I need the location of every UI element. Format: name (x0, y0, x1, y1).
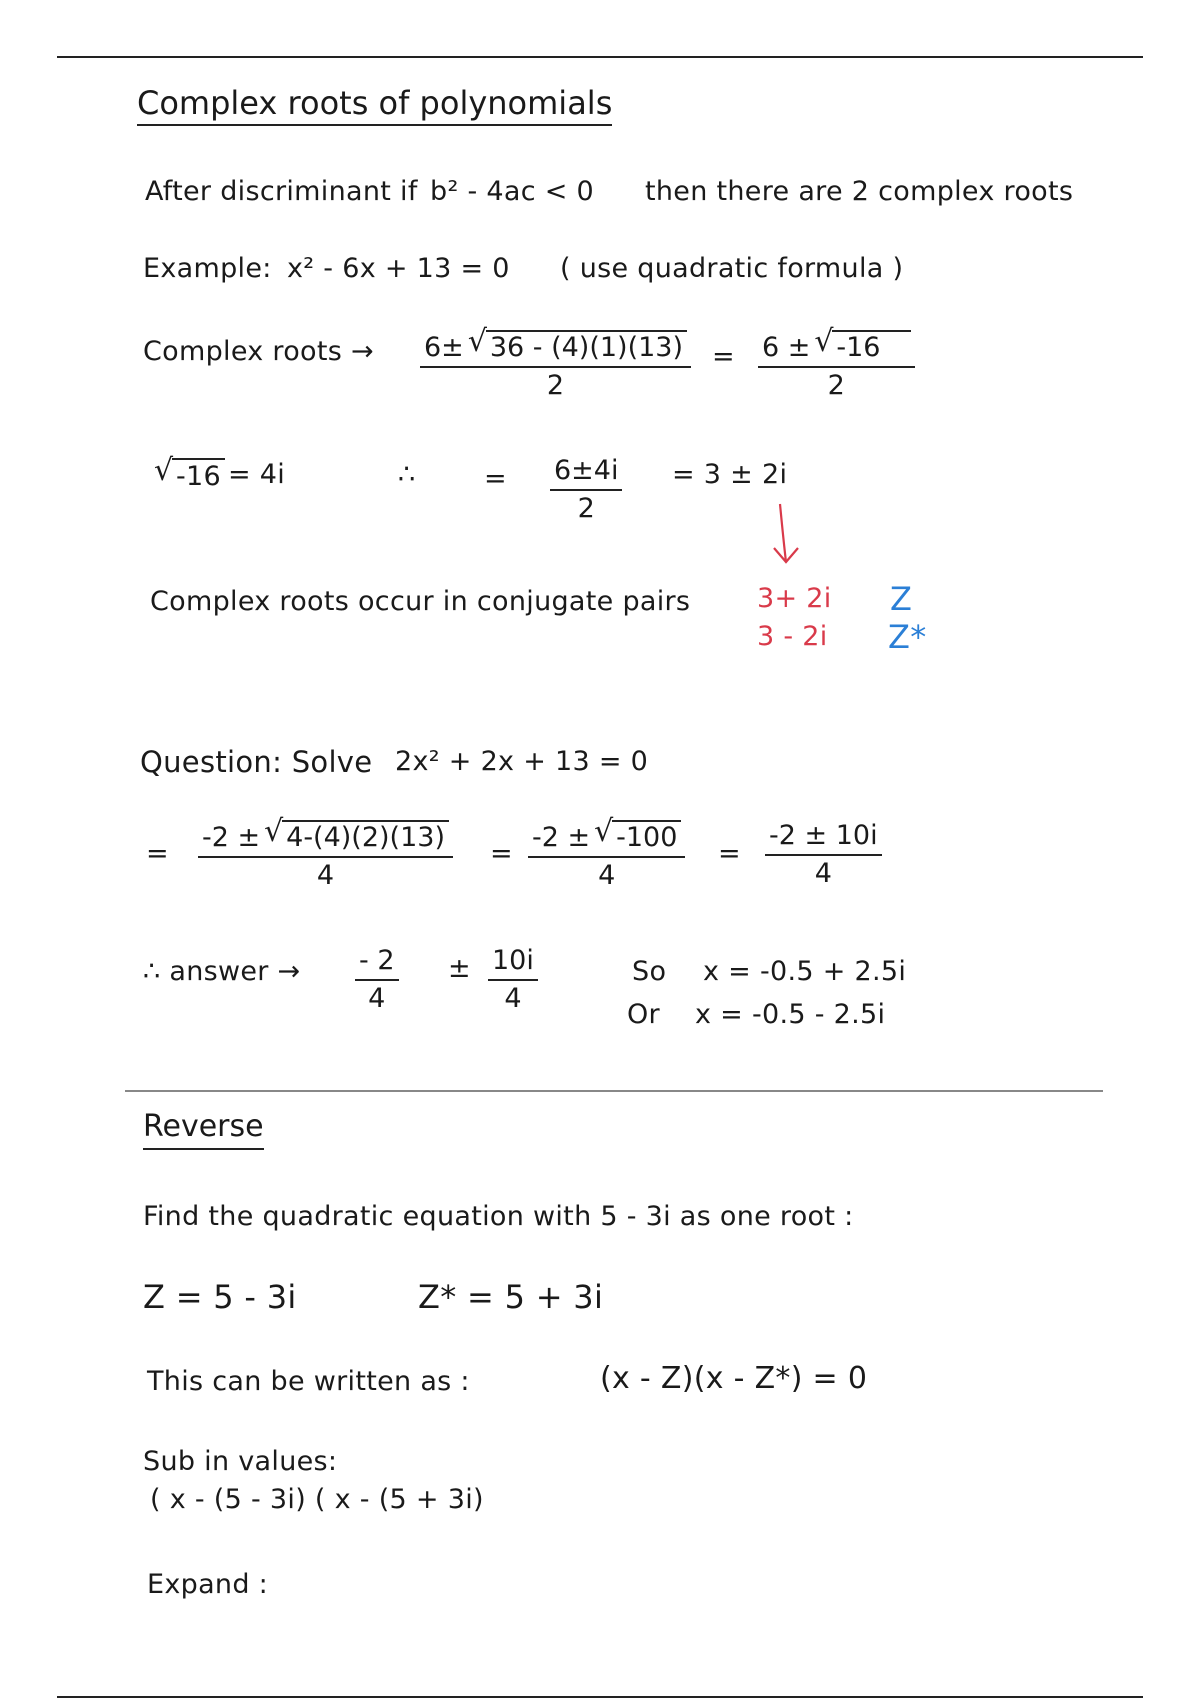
reverse-zstar: Z* = 5 + 3i (418, 1278, 604, 1316)
example-equation: x² - 6x + 13 = 0 (287, 253, 510, 284)
answer-or: Or (627, 999, 660, 1030)
question-fraction-1 (198, 820, 453, 892)
complex-roots-label: Complex roots → (143, 336, 374, 367)
frac1-num-pre: 6± (424, 332, 464, 363)
answer-fraction-2 (488, 945, 538, 1015)
section-divider (125, 1090, 1103, 1092)
question-equals-3: = (718, 838, 741, 869)
reverse-title: Reverse (143, 1108, 264, 1150)
example-note: ( use quadratic formula ) (560, 253, 904, 284)
frac1-radicand: √ 36 - (4)(1)(13) (486, 330, 687, 364)
answer-fraction-1 (355, 945, 399, 1015)
frac2-num-pre: 6 ± (762, 332, 811, 363)
complex-roots-equals: = (712, 341, 735, 372)
qf1-den: 4 (316, 860, 335, 891)
question-equals-2: = (490, 838, 513, 869)
reverse-expand: Expand : (147, 1569, 269, 1600)
qf2-radicand: √ -100 (612, 820, 681, 854)
conjugate-zstar: Z* (888, 618, 927, 656)
qf2-pre: -2 ± (532, 822, 591, 853)
therefore-symbol: ∴ (398, 459, 416, 490)
sqrt-line (170, 458, 225, 494)
question-equals-1: = (146, 838, 169, 869)
sqrt-line-num: 6±4i (550, 455, 622, 491)
reverse-sub: Sub in values: (143, 1446, 338, 1477)
complex-roots-fraction-2 (758, 330, 915, 402)
reverse-z: Z = 5 - 3i (143, 1278, 297, 1316)
down-arrow-icon (766, 500, 806, 570)
sqrt-equals-value: = 4i (228, 459, 286, 490)
sqrt-line-fraction (550, 455, 622, 525)
intro-expr: b² - 4ac < 0 (430, 176, 595, 207)
qf3-den: 4 (814, 858, 832, 889)
sqrt-line-equals: = (484, 463, 507, 494)
sqrt-radicand: √ -16 (172, 458, 225, 494)
qf1-pre: -2 ± (202, 822, 261, 853)
reverse-find: Find the quadratic equation with 5 - 3i as one root : (143, 1201, 854, 1232)
question-label: Question: Solve (140, 745, 373, 779)
qf1-radicand: √ 4-(4)(2)(13) (282, 820, 449, 854)
answer-so: So (632, 956, 667, 987)
sqrt-line-result: = 3 ± 2i (672, 459, 788, 490)
af1-den: 4 (368, 983, 386, 1014)
qf2-den: 4 (598, 860, 616, 891)
answer-x2: x = -0.5 - 2.5i (695, 999, 886, 1030)
af2-num: 10i (488, 945, 538, 981)
top-rule (57, 56, 1143, 58)
answer-x1: x = -0.5 + 2.5i (703, 956, 907, 987)
complex-roots-fraction-1 (420, 330, 691, 402)
conjugate-z: Z (890, 580, 913, 618)
intro-after: then there are 2 complex roots (645, 176, 1074, 207)
reverse-written-expr: (x - Z)(x - Z*) = 0 (600, 1361, 868, 1396)
question-equation: 2x² + 2x + 13 = 0 (395, 746, 649, 777)
conjugate-root-1: 3+ 2i (757, 583, 832, 614)
af1-num: - 2 (355, 945, 399, 981)
qf3-num: -2 ± 10i (765, 820, 882, 856)
example-label: Example: (143, 253, 272, 284)
frac1-den: 2 (546, 370, 565, 401)
frac2-den: 2 (827, 370, 845, 401)
bottom-rule (57, 1696, 1143, 1698)
af2-den: 4 (504, 983, 522, 1014)
intro-before: After discriminant if (145, 176, 418, 207)
page-title: Complex roots of polynomials (137, 84, 612, 126)
sqrt-line-den: 2 (577, 493, 595, 524)
answer-pm: ± (448, 953, 471, 984)
frac2-radicand: √ -16 (832, 330, 910, 364)
reverse-sub-expr: ( x - (5 - 3i) ( x - (5 + 3i) (150, 1484, 484, 1515)
reverse-written: This can be written as : (147, 1366, 470, 1397)
question-fraction-2 (528, 820, 685, 892)
answer-label: ∴ answer → (143, 956, 301, 987)
question-fraction-3 (765, 820, 882, 890)
conjugate-label: Complex roots occur in conjugate pairs (150, 586, 691, 617)
conjugate-root-2: 3 - 2i (757, 621, 828, 652)
